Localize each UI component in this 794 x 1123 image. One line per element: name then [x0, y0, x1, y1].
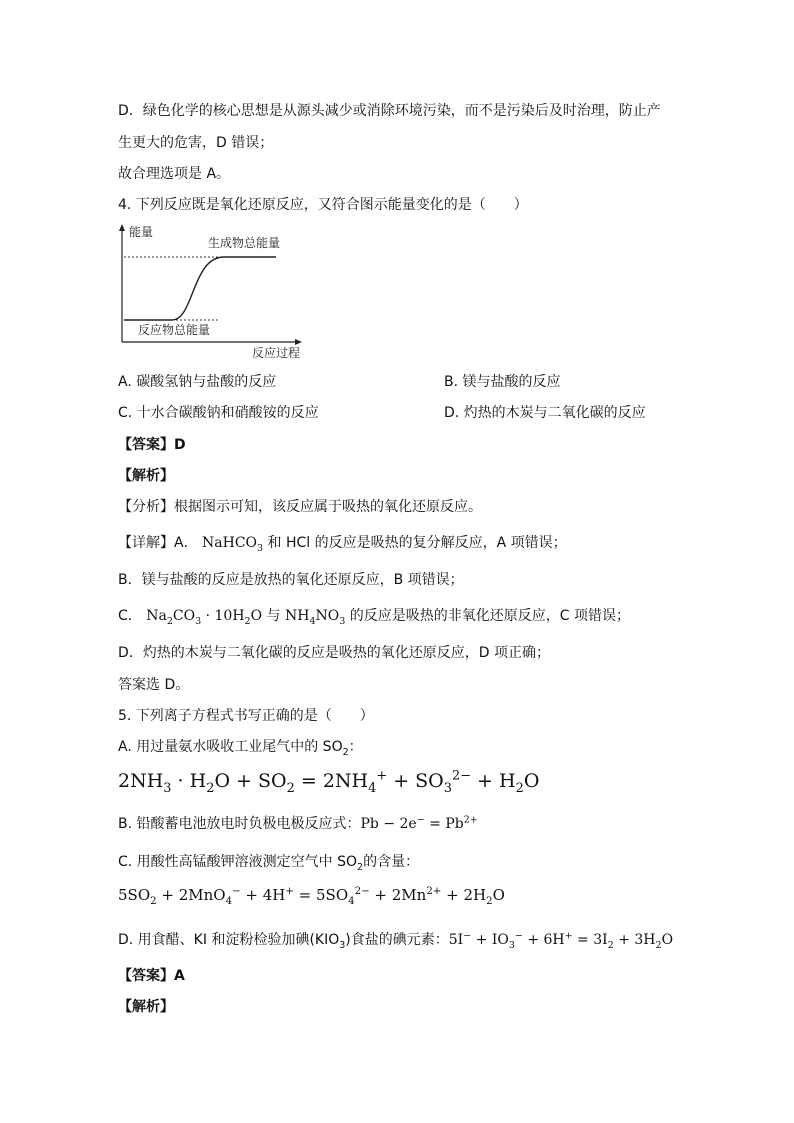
q5-option-b-label: B. 铅酸蓄电池放电时负极电极反应式：: [118, 816, 361, 832]
formula-nahco3: NaHCO$_3$: [202, 535, 264, 554]
q4-option-a: A. 碳酸氢钠与盐酸的反应: [118, 374, 277, 390]
prev-conclusion: 故合理选项是 A。: [118, 166, 231, 182]
q5-option-a-tail: ：: [348, 739, 363, 755]
q4-option-d: D. 灼热的木炭与二氧化碳的反应: [444, 405, 646, 421]
formula-na2co3-10h2o: $Na_2CO_3 \cdot 10H_2O$: [146, 608, 263, 627]
energy-diagram: [112, 222, 342, 362]
q4-detail-b: B．镁与盐酸的反应是放热的氧化还原反应，B 项错误；: [118, 572, 464, 588]
q5-analysis-title: 【解析】: [118, 999, 174, 1015]
reactant-energy-label: 反应物总能量: [138, 323, 211, 337]
q4-detail-a: [118, 533, 567, 553]
y-axis-label: 能量: [129, 225, 154, 239]
q5-option-a-text: A. 用过量氨水吸收工业尾气中的 $SO_2$：: [118, 739, 363, 758]
q5-option-c-tail: 的含量：: [363, 854, 420, 870]
x-axis-label: 反应过程: [252, 346, 301, 360]
q5-option-a-equation: $2NH_3 \cdot H_2O + SO_2 = 2NH_4^+ + SO_3^{2-} + H_2O$: [118, 768, 540, 796]
q4-stem: 4. 下列反应既是氧化还原反应，又符合图示能量变化的是（ ）: [118, 197, 528, 213]
q4-option-c: C. 十水合碳酸钠和硝酸铵的反应: [118, 405, 319, 421]
q4-detail-c-mid: 与: [266, 608, 281, 624]
product-energy-label: 生成物总能量: [208, 236, 281, 250]
q5-option-d-equation: $5I^- + IO_3^- + 6H^+ = 3I_2 + 3H_2O$: [448, 930, 674, 951]
x-axis-arrow: [295, 339, 302, 345]
q5-option-c-label: C. 用酸性高锰酸钾溶液测定空气中 SO: [118, 854, 358, 870]
formula-nh4no3: $NH_4NO_3$: [285, 608, 346, 627]
q4-detail-c-prefix: C．: [118, 608, 142, 624]
prev-option-d-line1: D．绿色化学的核心思想是从源头减少或消除环境污染，而不是污染后及时治理，防止产: [118, 103, 661, 119]
q4-final: 答案选 D。: [118, 677, 190, 693]
q4-detail-c-suffix: 的反应是吸热的非氧化还原反应，C 项错误；: [349, 608, 631, 624]
q4-detail-d: D．灼热的木炭与二氧化碳的反应是吸热的氧化还原反应，D 项正确；: [118, 645, 551, 661]
y-axis-arrow: [119, 224, 125, 231]
q4-answer: 【答案】D: [118, 437, 186, 453]
q5-option-c-text: C. 用酸性高锰酸钾溶液测定空气中 $SO_2$的含量：: [118, 854, 420, 873]
q4-detail-a-suffix: 和 HCl 的反应是吸热的复分解反应，A 项错误；: [267, 535, 567, 551]
q5-option-d: D. 用食醋、KI 和淀粉检验加碘$(KIO_3)$食盐的碘元素：$5I^- + IO_3^- + 6H^+ = 3I_2 + 3H_2O$: [118, 930, 674, 951]
energy-curve: [124, 257, 276, 320]
q4-fenxi: 【分析】根据图示可知，该反应属于吸热的氧化还原反应。: [118, 499, 482, 515]
q5-option-b-equation: $Pb - 2e^- = Pb^{2+}$: [360, 814, 478, 832]
q5-option-b: [118, 814, 478, 834]
q5-option-c-equation: $5SO_2 + 2MnO_4^- + 4H^+ = 5SO_4^{2-} + 2Mn^{2+} + 2H_2O$: [118, 886, 505, 907]
prev-option-d-line2: 生更大的危害，D 错误；: [118, 135, 274, 151]
q4-detail-a-prefix: 【详解】A．: [118, 535, 198, 551]
q5-stem: 5. 下列离子方程式书写正确的是（ ）: [118, 708, 374, 724]
q4-analysis-title: 【解析】: [118, 468, 174, 484]
q5-option-d-label: D. 用食醋、KI 和淀粉检验加碘(KIO: [118, 932, 340, 948]
q5-answer: 【答案】A: [118, 968, 185, 984]
q5-option-d-tail: )食盐的碘元素：: [345, 932, 449, 948]
q4-option-b: B. 镁与盐酸的反应: [444, 374, 561, 390]
q5-option-a-label: A. 用过量氨水吸收工业尾气中的 SO: [118, 739, 343, 755]
q4-detail-c: [118, 606, 630, 626]
